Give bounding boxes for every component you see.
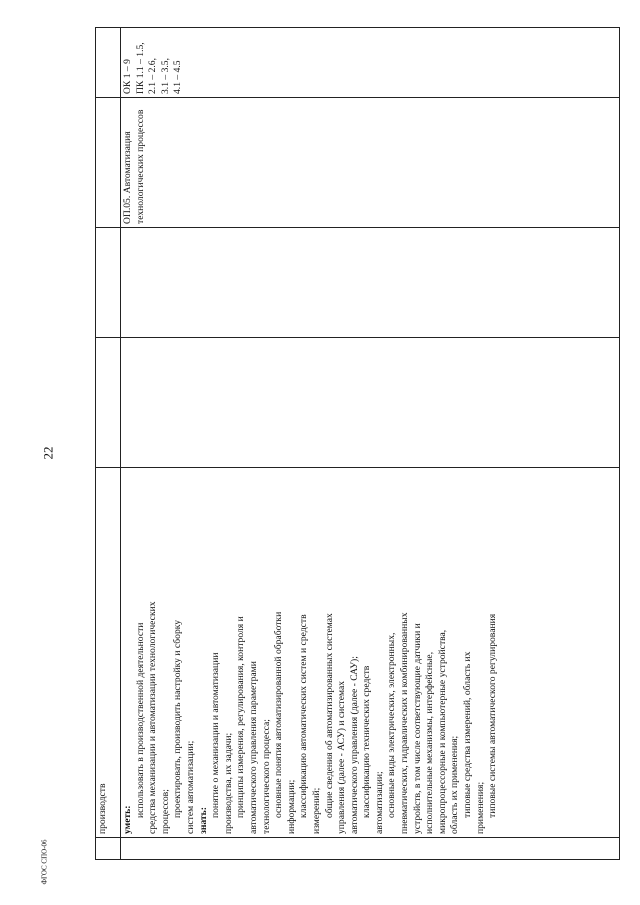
- discipline-cell: ОП.05. Автоматизация технологических процессов: [121, 98, 620, 228]
- text-line: основные виды электрических, электронных,: [386, 632, 398, 818]
- text-line: знать:: [197, 807, 209, 834]
- blank-cell: [96, 838, 121, 860]
- blank-cell: [96, 98, 121, 228]
- blank-cell: [121, 228, 620, 338]
- competency-line: ОК 1 – 9: [122, 59, 133, 94]
- head-main-cell: производств: [96, 468, 121, 838]
- text-line: устройств, в том числе соответствующие датчики и: [411, 623, 423, 834]
- page-number: 22: [40, 446, 56, 460]
- text-line: уметь:: [122, 805, 133, 834]
- footer-code: ФГОС СПО-06: [40, 839, 49, 885]
- blank-cell: [96, 338, 121, 468]
- text-line: автоматического управления параметрами: [247, 661, 259, 834]
- text-line: применения;: [474, 781, 486, 834]
- text-line: общие сведения об автоматизированных системах: [323, 613, 335, 818]
- text-line: понятие о механизации и автоматизации: [210, 652, 222, 818]
- text-line: процессов;: [159, 789, 171, 834]
- text-line: типовые средства измерений, область их: [462, 651, 474, 818]
- text-line: область их применения;: [449, 735, 461, 834]
- competency-line: 2.1 – 2.6,: [147, 58, 159, 94]
- text-line: микропроцессорные и компьютерные устройства,: [436, 629, 448, 834]
- text-line: систем автоматизации;: [184, 740, 196, 834]
- text-line: принципы измерения, регулирования, контроля и: [235, 616, 247, 818]
- competency-line: 3.1 – 3.5,: [159, 58, 171, 94]
- text-line: измерений;: [310, 787, 322, 834]
- rotated-table-sheet: [95, 28, 620, 860]
- text-line: типовые системы автоматического регулирования: [487, 613, 499, 818]
- blank-cell: [121, 338, 620, 468]
- competency-line: ПК 1.1 – 1.5,: [134, 42, 146, 94]
- competencies-cell: [121, 28, 620, 98]
- skills-knowledge-cell: [121, 468, 620, 838]
- curriculum-table: [95, 27, 620, 860]
- text-line: классификацию технических средств: [361, 665, 373, 818]
- text-line: использовать в производственной деятельности: [134, 622, 146, 818]
- text-line: автоматического управления (далее - САУ);: [348, 656, 360, 834]
- text-line: автоматизации;: [373, 771, 385, 834]
- text-line: пневматических, гидравлических и комбинированных: [399, 612, 411, 834]
- text-line: технологического процесса;: [260, 719, 272, 834]
- blank-cell: [121, 838, 620, 860]
- blank-cell: [96, 28, 121, 98]
- competency-line: 4.1 – 4.5: [172, 60, 184, 94]
- text-line: средства механизации и автоматизации технологических: [147, 601, 159, 834]
- text-line: исполнительные механизмы, интерфейсные,: [424, 651, 436, 834]
- text-line: проектировать, производить настройку и сборку: [172, 619, 184, 818]
- table-row: [121, 28, 620, 860]
- text-line: управления (далее - АСУ) и системах: [336, 680, 348, 834]
- text-line: основные понятия автоматизированной обработки: [273, 611, 285, 818]
- text-line: классификацию автоматических систем и средств: [298, 614, 310, 818]
- table-row: [96, 28, 121, 860]
- text-line: производства, их задачи;: [222, 732, 234, 834]
- text-line: информации;: [285, 779, 297, 834]
- blank-cell: [96, 228, 121, 338]
